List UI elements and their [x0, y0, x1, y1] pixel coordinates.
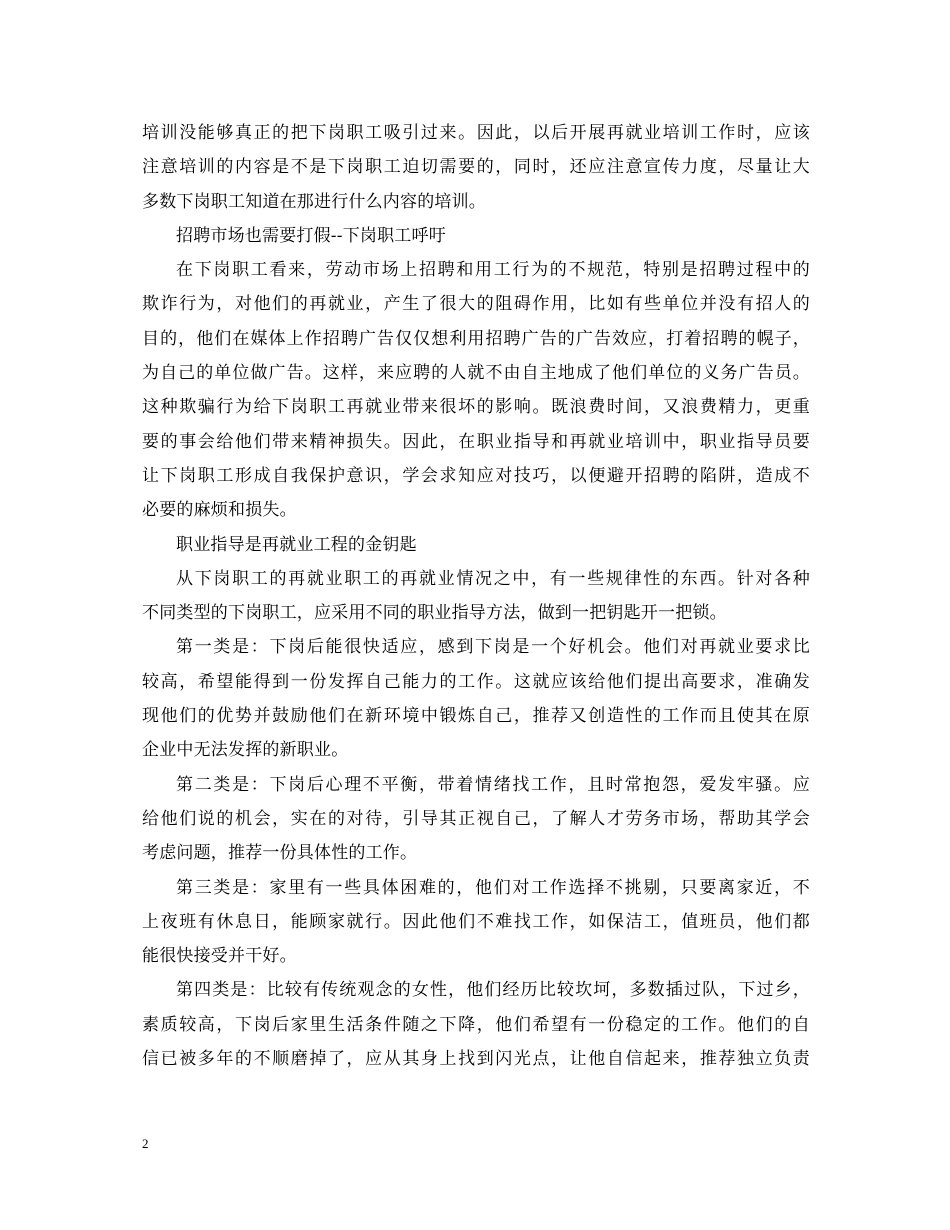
text-line: 为自己的单位做广告。这样，来应聘的人就不由自主地成了他们单位的义务广告员。 — [142, 363, 810, 384]
text-line: 在下岗职工看来，劳动市场上招聘和用工行为的不规范，特别是招聘过程中的 — [176, 260, 810, 281]
text-line: 不同类型的下岗职工，应采用不同的职业指导方法，做到一把钥匙开一把锁。 — [142, 603, 727, 624]
text-line: 企业中无法发挥的新职业。 — [142, 740, 349, 761]
text-line: 注意培训的内容是不是下岗职工迫切需要的，同时，还应注意宣传力度，尽量让大 — [142, 157, 810, 178]
text-line: 职业指导是再就业工程的金钥匙 — [176, 534, 417, 555]
text-line: 让下岗职工形成自我保护意识，学会求知应对技巧，以便避开招聘的陷阱，造成不 — [142, 465, 810, 486]
document-body — [142, 116, 810, 1076]
text-line: 第三类是：家里有一些具体困难的，他们对工作选择不挑剔，只要离家近，不 — [176, 877, 810, 898]
text-line: 能很快接受并干好。 — [142, 946, 297, 967]
text-line: 欺诈行为，对他们的再就业，产生了很大的阻碍作用，比如有些单位并没有招人的 — [142, 294, 810, 315]
text-line: 第四类是：比较有传统观念的女性，他们经历比较坎坷，多数插过队，下过乡， — [176, 980, 810, 1001]
text-line: 上夜班有休息日，能顾家就行。因此他们不难找工作，如保洁工，值班员，他们都 — [142, 911, 810, 932]
text-line: 招聘市场也需要打假--下岗职工呼吁 — [176, 225, 446, 246]
page-number: 2 — [142, 1136, 149, 1151]
text-line: 现他们的优势并鼓励他们在新环境中锻炼自己，推荐又创造性的工作而且使其在原 — [142, 706, 810, 727]
text-line: 必要的麻烦和损失。 — [142, 500, 297, 521]
text-line: 第一类是：下岗后能很快适应，感到下岗是一个好机会。他们对再就业要求比 — [176, 637, 810, 658]
text-line: 信已被多年的不顺磨掉了，应从其身上找到闪光点，让他自信起来，推荐独立负责 — [142, 1049, 810, 1070]
text-line: 素质较高，下岗后家里生活条件随之下降，他们希望有一份稳定的工作。他们的自 — [142, 1014, 810, 1035]
text-line: 第二类是：下岗后心理不平衡，带着情绪找工作，且时常抱怨，爱发牢骚。应 — [176, 774, 810, 795]
text-line: 考虑问题，推荐一份具体性的工作。 — [142, 843, 418, 864]
text-line: 这种欺骗行为给下岗职工再就业带来很坏的影响。既浪费时间，又浪费精力，更重 — [142, 397, 810, 418]
text-line: 多数下岗职工知道在那进行什么内容的培训。 — [142, 191, 486, 212]
text-line: 从下岗职工的再就业职工的再就业情况之中，有一些规律性的东西。针对各种 — [176, 568, 810, 589]
text-line: 较高，希望能得到一份发挥自己能力的工作。这就应该给他们提出高要求，准确发 — [142, 671, 810, 692]
text-line: 目的，他们在媒体上作招聘广告仅仅想利用招聘广告的广告效应，打着招聘的幌子， — [142, 328, 810, 349]
text-line: 要的事会给他们带来精神损失。因此，在职业指导和再就业培训中，职业指导员要 — [142, 431, 810, 452]
text-line: 培训没能够真正的把下岗职工吸引过来。因此，以后开展再就业培训工作时，应该 — [142, 123, 810, 143]
text-line: 给他们说的机会，实在的对待，引导其正视自己，了解人才劳务市场，帮助其学会 — [142, 808, 810, 829]
